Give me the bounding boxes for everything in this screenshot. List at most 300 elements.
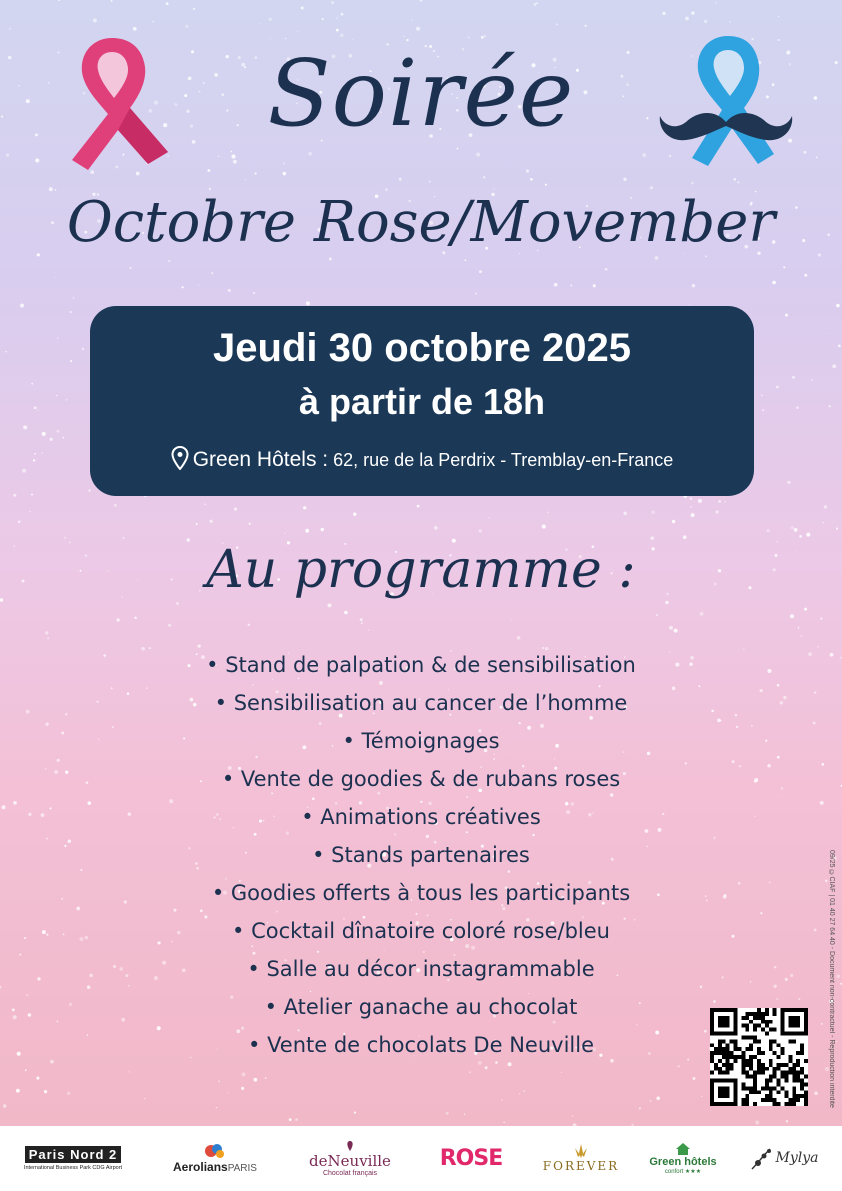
qr-module bbox=[765, 1086, 769, 1090]
sparkle bbox=[70, 360, 72, 362]
deneuville-tagline: Chocolat français bbox=[322, 1169, 378, 1177]
sparkle bbox=[526, 169, 529, 172]
sparkle bbox=[824, 505, 828, 509]
sparkle bbox=[253, 292, 255, 294]
sparkle bbox=[572, 1115, 573, 1116]
sparkle bbox=[623, 178, 626, 181]
qr-module bbox=[784, 1090, 788, 1094]
qr-module bbox=[710, 1043, 714, 1047]
sparkle bbox=[650, 1100, 652, 1102]
sparkle bbox=[683, 535, 687, 539]
qr-module bbox=[734, 1047, 738, 1051]
qr-module bbox=[757, 1059, 761, 1063]
qr-module bbox=[714, 1063, 718, 1067]
sparkle bbox=[55, 277, 56, 278]
sparkle bbox=[249, 523, 251, 525]
sparkle bbox=[295, 1118, 298, 1121]
sparkle bbox=[570, 284, 572, 286]
qr-module bbox=[769, 1063, 773, 1067]
sparkle bbox=[517, 636, 521, 640]
sparkle bbox=[301, 7, 304, 10]
sparkle bbox=[655, 256, 659, 260]
qr-module bbox=[749, 1043, 753, 1047]
sparkle bbox=[799, 535, 802, 538]
sparkle bbox=[476, 153, 480, 157]
sparkle bbox=[354, 1112, 356, 1114]
qr-module bbox=[749, 1012, 753, 1016]
sparkle bbox=[228, 289, 231, 292]
qr-module bbox=[749, 1090, 753, 1094]
qr-module bbox=[741, 1016, 745, 1020]
event-title: Soirée bbox=[267, 40, 575, 147]
sparkle bbox=[691, 182, 694, 185]
qr-module bbox=[781, 1075, 785, 1079]
sparkle bbox=[691, 11, 694, 14]
sparkle bbox=[787, 481, 790, 484]
sparkle bbox=[705, 255, 707, 257]
qr-module bbox=[745, 1047, 749, 1051]
sparkle bbox=[829, 405, 831, 407]
sparkle bbox=[338, 16, 339, 17]
qr-module bbox=[788, 1067, 792, 1071]
sparkle bbox=[196, 523, 198, 525]
forever-aloe-icon bbox=[572, 1143, 590, 1159]
sparkle bbox=[234, 508, 237, 511]
qr-module bbox=[741, 1035, 745, 1039]
sparkle bbox=[88, 489, 90, 491]
qr-module bbox=[761, 1051, 765, 1055]
qr-module bbox=[745, 1059, 749, 1063]
sparkle bbox=[690, 498, 692, 500]
qr-module bbox=[718, 1067, 722, 1071]
qr-module bbox=[761, 1016, 765, 1020]
qr-module bbox=[788, 1098, 792, 1102]
sparkle bbox=[22, 469, 26, 473]
sparkle bbox=[796, 406, 798, 408]
sparkle bbox=[116, 618, 119, 621]
qr-module bbox=[753, 1071, 757, 1075]
qr-module bbox=[804, 1102, 808, 1106]
sparkle bbox=[530, 178, 533, 181]
venue-address: 62, rue de la Perdrix - Tremblay-en-France bbox=[333, 450, 674, 470]
qr-module bbox=[773, 1086, 777, 1090]
qr-module bbox=[730, 1063, 734, 1067]
qr-module bbox=[749, 1086, 753, 1090]
qr-module bbox=[796, 1094, 800, 1098]
qr-module bbox=[792, 1071, 796, 1075]
qr-module bbox=[769, 1047, 773, 1051]
qr-module bbox=[749, 1075, 753, 1079]
qr-module bbox=[734, 1043, 738, 1047]
qr-module bbox=[745, 1016, 749, 1020]
qr-module bbox=[761, 1020, 765, 1024]
sparkle bbox=[718, 500, 721, 503]
sparkle bbox=[446, 1112, 449, 1115]
sparkle bbox=[218, 156, 219, 157]
sparkle bbox=[761, 394, 763, 396]
sparkle bbox=[542, 525, 546, 529]
qr-module bbox=[796, 1051, 800, 1055]
qr-module bbox=[718, 1086, 730, 1098]
forever-logo bbox=[536, 1138, 626, 1178]
sparkle bbox=[361, 622, 363, 624]
sparkle bbox=[429, 180, 431, 182]
qr-module bbox=[784, 1102, 788, 1106]
sparkle bbox=[231, 151, 233, 153]
qr-module bbox=[788, 1102, 792, 1106]
qr-code-icon[interactable] bbox=[710, 1008, 808, 1106]
sparkle bbox=[457, 148, 459, 150]
qr-module bbox=[784, 1063, 788, 1067]
sparkle bbox=[283, 163, 285, 165]
sparkle bbox=[481, 36, 484, 39]
sparkle bbox=[297, 31, 298, 32]
qr-module bbox=[730, 1067, 734, 1071]
sparkle bbox=[344, 611, 348, 615]
qr-module bbox=[784, 1071, 788, 1075]
qr-module bbox=[800, 1067, 804, 1071]
sparkle bbox=[832, 364, 836, 368]
sparkle bbox=[503, 1122, 504, 1123]
qr-module bbox=[769, 1059, 773, 1063]
qr-module bbox=[749, 1063, 753, 1067]
qr-module bbox=[745, 1024, 749, 1028]
qr-module bbox=[753, 1039, 757, 1043]
sparkle bbox=[289, 1118, 292, 1121]
qr-module bbox=[773, 1008, 777, 1012]
sparkle bbox=[656, 1096, 660, 1100]
qr-module bbox=[804, 1082, 808, 1086]
sparkle bbox=[254, 1078, 258, 1082]
qr-module bbox=[718, 1071, 722, 1075]
sparkle bbox=[198, 644, 201, 647]
sparkle bbox=[6, 351, 7, 352]
qr-module bbox=[769, 1090, 773, 1094]
qr-module bbox=[710, 1051, 714, 1055]
qr-module bbox=[722, 1051, 726, 1055]
program-list bbox=[0, 650, 842, 1068]
sparkle bbox=[6, 154, 9, 157]
qr-module bbox=[769, 1079, 773, 1083]
sparkle bbox=[284, 533, 285, 534]
aerolians-logo bbox=[160, 1138, 270, 1178]
qr-module bbox=[745, 1035, 749, 1039]
qr-module bbox=[781, 1051, 785, 1055]
qr-module bbox=[800, 1043, 804, 1047]
qr-module bbox=[722, 1063, 726, 1067]
qr-module bbox=[749, 1047, 753, 1051]
qr-module bbox=[749, 1055, 753, 1059]
sparkle bbox=[642, 153, 646, 157]
qr-module bbox=[749, 1035, 753, 1039]
sparkle bbox=[228, 1092, 229, 1093]
sparkle bbox=[785, 314, 788, 317]
qr-module bbox=[745, 1063, 749, 1067]
qr-module bbox=[796, 1075, 800, 1079]
sparkle bbox=[829, 333, 830, 334]
sparkle bbox=[73, 297, 75, 299]
sparkle bbox=[737, 182, 739, 184]
qr-module bbox=[722, 1055, 726, 1059]
sparkle bbox=[651, 510, 655, 514]
qr-module bbox=[753, 1090, 757, 1094]
paris-nord-logo bbox=[18, 1138, 128, 1178]
qr-module bbox=[769, 1043, 773, 1047]
deneuville-logo bbox=[300, 1138, 400, 1178]
qr-module bbox=[773, 1102, 777, 1106]
sparkle bbox=[31, 383, 33, 385]
qr-module bbox=[757, 1051, 761, 1055]
qr-module bbox=[718, 1047, 722, 1051]
deneuville-flower-icon bbox=[343, 1140, 357, 1152]
sparkle bbox=[47, 638, 49, 640]
qr-module bbox=[765, 1024, 769, 1028]
qr-module bbox=[710, 1059, 714, 1063]
forever-name: FOREVER bbox=[542, 1159, 620, 1173]
sparkle bbox=[336, 29, 339, 32]
sparkle bbox=[554, 283, 558, 287]
qr-module bbox=[745, 1102, 749, 1106]
qr-module bbox=[765, 1094, 769, 1098]
qr-module bbox=[745, 1071, 749, 1075]
sparkle bbox=[218, 1081, 220, 1083]
sparkle bbox=[35, 158, 39, 162]
qr-module bbox=[745, 1012, 749, 1016]
qr-module bbox=[757, 1090, 761, 1094]
qr-module bbox=[800, 1079, 804, 1083]
sparkle bbox=[479, 529, 482, 532]
sparkle bbox=[689, 304, 690, 305]
sparkle bbox=[211, 272, 213, 274]
qr-module bbox=[792, 1090, 796, 1094]
qr-module bbox=[796, 1079, 800, 1083]
sparkle bbox=[690, 506, 691, 507]
sparkle bbox=[464, 1113, 466, 1115]
sparkle bbox=[36, 1077, 39, 1080]
qr-module bbox=[757, 1039, 761, 1043]
qr-module bbox=[753, 1012, 757, 1016]
program-item: • Vente de chocolats De Neuville bbox=[0, 1030, 842, 1068]
sparkle bbox=[836, 527, 838, 529]
qr-module bbox=[788, 1055, 792, 1059]
qr-module bbox=[792, 1094, 796, 1098]
aerolians-mark-icon bbox=[202, 1142, 228, 1160]
qr-module bbox=[741, 1098, 745, 1102]
sparkle bbox=[329, 258, 332, 261]
sparkle bbox=[198, 284, 199, 285]
qr-module bbox=[784, 1075, 788, 1079]
sparkle bbox=[488, 517, 490, 519]
sparkle bbox=[593, 284, 596, 287]
sparkle bbox=[479, 270, 482, 273]
qr-module bbox=[749, 1020, 753, 1024]
qr-module bbox=[765, 1098, 769, 1102]
qr-module bbox=[792, 1063, 796, 1067]
qr-module bbox=[777, 1090, 781, 1094]
qr-module bbox=[761, 1067, 765, 1071]
qr-module bbox=[761, 1086, 765, 1090]
sparkle bbox=[778, 16, 779, 17]
sparkle bbox=[786, 1120, 788, 1122]
sparkle bbox=[403, 35, 405, 37]
sparkle bbox=[465, 259, 467, 261]
aerolians-city: PARIS bbox=[227, 1163, 257, 1174]
qr-module bbox=[730, 1051, 734, 1055]
sparkle bbox=[340, 34, 343, 37]
sparkle bbox=[341, 13, 344, 16]
qr-module bbox=[796, 1059, 800, 1063]
sparkle bbox=[129, 267, 131, 269]
qr-module bbox=[741, 1063, 745, 1067]
qr-module bbox=[741, 1067, 745, 1071]
qr-module bbox=[741, 1051, 745, 1055]
qr-module bbox=[788, 1016, 800, 1028]
qr-module bbox=[784, 1079, 788, 1083]
sparkle bbox=[25, 1069, 27, 1071]
sparkle bbox=[542, 647, 544, 649]
sparkle bbox=[650, 186, 653, 189]
qr-module bbox=[769, 1094, 773, 1098]
sparkle bbox=[820, 617, 822, 619]
aerolians-name: Aerolians bbox=[173, 1160, 228, 1174]
sparkle bbox=[519, 1093, 520, 1094]
qr-module bbox=[734, 1055, 738, 1059]
sparkle bbox=[692, 284, 695, 287]
qr-module bbox=[804, 1075, 808, 1079]
sparkle bbox=[13, 494, 16, 497]
qr-module bbox=[757, 1008, 761, 1012]
sparkle bbox=[399, 178, 402, 181]
sparkle bbox=[811, 379, 813, 381]
qr-module bbox=[769, 1020, 773, 1024]
sparkle bbox=[536, 2, 538, 4]
green-hotels-name: Green hôtels bbox=[649, 1155, 717, 1168]
sparkle bbox=[475, 292, 477, 294]
sparkle bbox=[755, 1120, 759, 1124]
sparkle bbox=[33, 459, 35, 461]
qr-module bbox=[753, 1102, 757, 1106]
sparkle bbox=[303, 506, 306, 509]
program-item: • Goodies offerts à tous les participants bbox=[0, 878, 842, 916]
sparkle bbox=[483, 35, 486, 38]
qr-module bbox=[777, 1063, 781, 1067]
sparkle bbox=[144, 1098, 145, 1099]
sparkle bbox=[254, 172, 256, 174]
qr-module bbox=[777, 1102, 781, 1106]
qr-module bbox=[726, 1059, 730, 1063]
program-item: • Stands partenaires bbox=[0, 840, 842, 878]
qr-module bbox=[761, 1028, 765, 1032]
sparkle bbox=[411, 19, 412, 20]
qr-module bbox=[800, 1071, 804, 1075]
qr-module bbox=[792, 1039, 796, 1043]
sparkle bbox=[547, 511, 549, 513]
sparkle bbox=[207, 169, 210, 172]
sparkle bbox=[231, 155, 235, 159]
qr-module bbox=[741, 1071, 745, 1075]
sparkle bbox=[669, 626, 673, 630]
sparkle bbox=[37, 409, 39, 411]
sparkle bbox=[734, 178, 736, 180]
qr-module bbox=[773, 1098, 777, 1102]
program-item: • Salle au décor instagrammable bbox=[0, 954, 842, 992]
qr-module bbox=[796, 1063, 800, 1067]
qr-module bbox=[765, 1032, 769, 1036]
qr-module bbox=[777, 1067, 781, 1071]
sparkle bbox=[259, 23, 260, 24]
qr-module bbox=[781, 1063, 785, 1067]
sparkle bbox=[168, 624, 171, 627]
qr-module bbox=[773, 1051, 777, 1055]
qr-module bbox=[765, 1012, 769, 1016]
qr-module bbox=[714, 1047, 718, 1051]
sparkle bbox=[149, 647, 151, 649]
qr-module bbox=[792, 1079, 796, 1083]
sparkle bbox=[216, 1107, 218, 1109]
qr-module bbox=[741, 1059, 745, 1063]
qr-module bbox=[792, 1086, 796, 1090]
sparkle bbox=[523, 1090, 525, 1092]
sparkle bbox=[698, 499, 702, 503]
sparkle bbox=[700, 612, 704, 616]
qr-module bbox=[773, 1039, 777, 1043]
qr-module bbox=[718, 1043, 722, 1047]
sparkle bbox=[185, 25, 188, 28]
sparkle bbox=[70, 311, 72, 313]
sparkle bbox=[556, 24, 557, 25]
qr-module bbox=[761, 1063, 765, 1067]
sparkle bbox=[64, 537, 66, 539]
sparkle bbox=[776, 386, 779, 389]
sparkle bbox=[724, 501, 725, 502]
sparkle bbox=[136, 172, 140, 176]
sparkle bbox=[416, 27, 420, 31]
qr-module bbox=[796, 1071, 800, 1075]
qr-module bbox=[753, 1028, 757, 1032]
qr-module bbox=[792, 1075, 796, 1079]
qr-module bbox=[796, 1098, 800, 1102]
qr-module bbox=[765, 1079, 769, 1083]
qr-module bbox=[718, 1059, 722, 1063]
sparkle bbox=[584, 25, 586, 27]
qr-module bbox=[765, 1008, 769, 1012]
sparkle bbox=[468, 36, 470, 38]
sparkle bbox=[181, 286, 183, 288]
qr-module bbox=[788, 1039, 792, 1043]
sparkle bbox=[639, 1107, 641, 1109]
sparkle bbox=[114, 504, 117, 507]
qr-module bbox=[777, 1055, 781, 1059]
event-time: à partir de 18h bbox=[298, 381, 546, 422]
sparkle bbox=[715, 2, 716, 3]
sparkle bbox=[23, 425, 27, 429]
sparkle bbox=[814, 1091, 818, 1095]
sparkle bbox=[66, 399, 68, 401]
paris-nord-name: Paris Nord 2 bbox=[25, 1146, 122, 1163]
qr-module bbox=[718, 1016, 730, 1028]
sparkle bbox=[57, 337, 59, 339]
qr-module bbox=[757, 1024, 761, 1028]
sparkle bbox=[704, 20, 708, 24]
sparkle bbox=[308, 152, 312, 156]
sparkle bbox=[685, 17, 689, 21]
sparkle bbox=[18, 520, 21, 523]
qr-module bbox=[788, 1059, 792, 1063]
sparkle bbox=[801, 635, 802, 636]
qr-module bbox=[757, 1012, 761, 1016]
sparkle bbox=[501, 1099, 503, 1101]
sparkle bbox=[248, 624, 250, 626]
